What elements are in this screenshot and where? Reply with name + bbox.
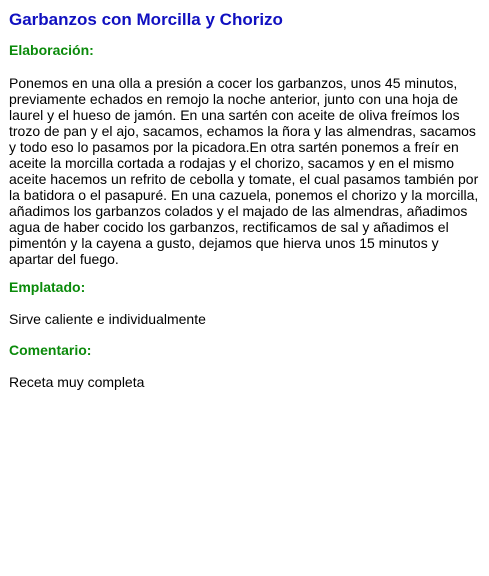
elaboracion-heading: Elaboración:	[9, 42, 94, 58]
comentario-text: Receta muy completa	[9, 374, 145, 390]
emplatado-heading: Emplatado:	[9, 279, 86, 295]
emplatado-text: Sirve caliente e individualmente	[9, 311, 206, 327]
recipe-title: Garbanzos con Morcilla y Chorizo	[9, 10, 283, 29]
elaboracion-text: Ponemos en una olla a presión a cocer los garbanzos, unos 45 minutos, previamente echados en remojo la noche anterior, junto con una hoja de laurel y el hueso de jamón. En una sartén con aceite de oliva freímos los trozo de pan y el ajo, sacamos, echamos la ñora y las almendras, sacamos y todo eso lo pasamos por la picadora.En otra sartén ponemos a freír en aceite la morcilla cortada a rodajas y el chorizo, sacamos y en el mismo aceite hacemos un refrito de cebolla y tomate, el cual pasamos también por la batidora o el pasapuré. En una cazuela, ponemos el chorizo y la morcilla, añadimos los garbanzos colados y el majado de las almendras, añadimos agua de haber cocido los garbanzos, rectificamos de sal y añadimos el pimentón y la cayena a gusto, dejamos que hierva unos 15 minutos y apartar del fuego.	[9, 75, 479, 267]
comentario-heading: Comentario:	[9, 342, 92, 358]
